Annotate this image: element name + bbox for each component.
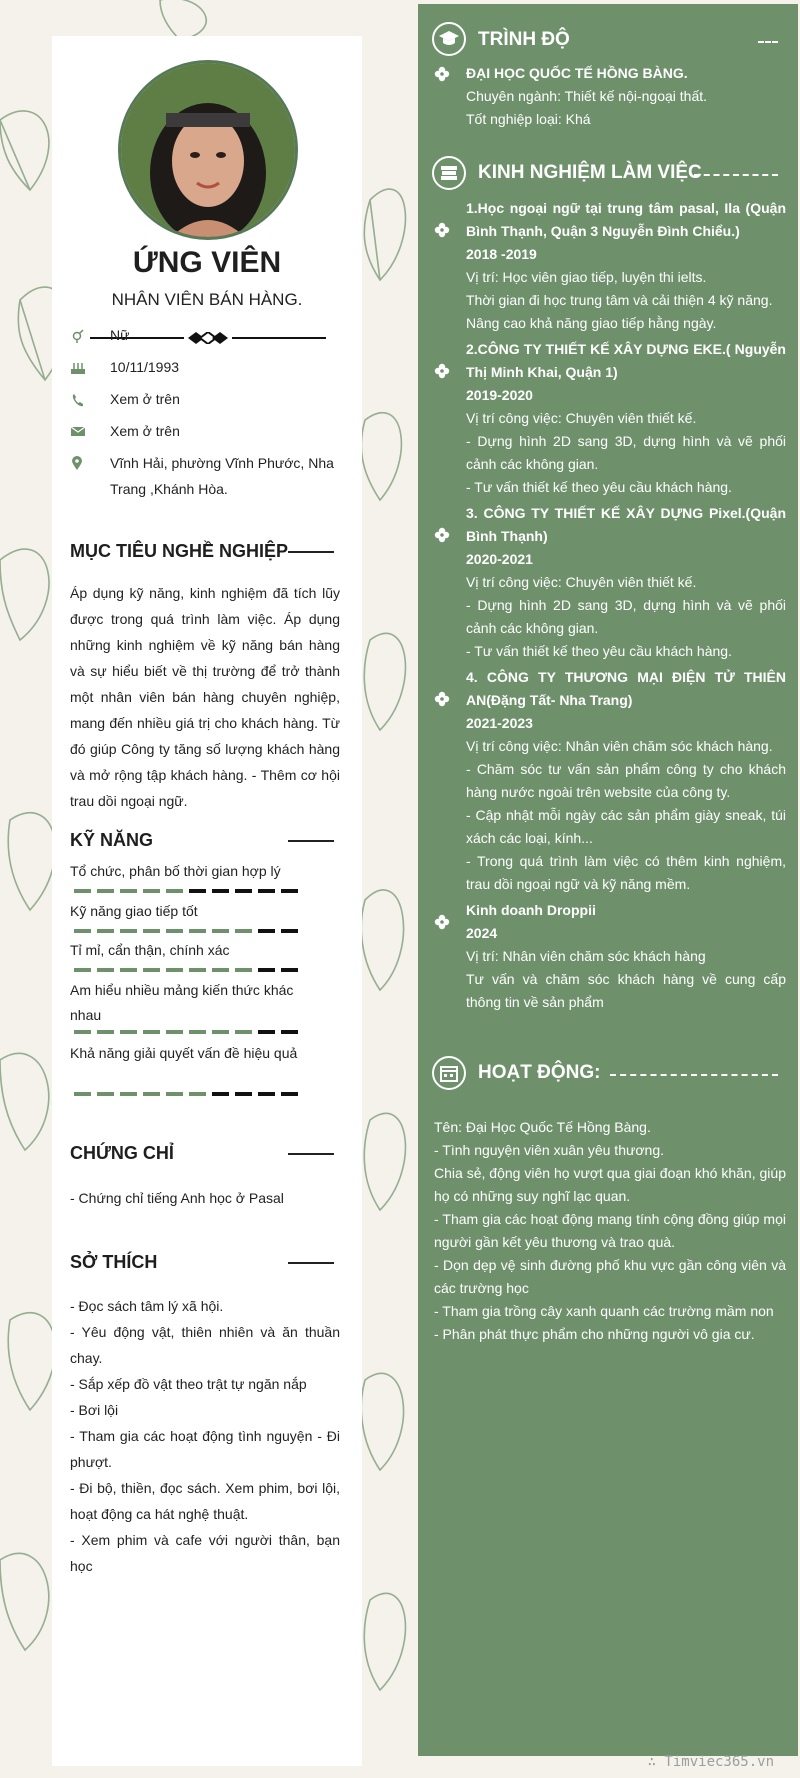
activity-item: - Phân phát thực phẩm cho những người vô gia cư. bbox=[434, 1326, 755, 1342]
skill-segment-filled bbox=[212, 1030, 229, 1034]
job-detail: - Trong quá trình làm việc có thêm kinh nghiệm, trau dồi ngoại ngữ và kỹ năng mềm. bbox=[466, 853, 786, 892]
info-gender bbox=[70, 322, 340, 348]
job-detail: - Dựng hình 2D sang 3D, dựng hình và vẽ phối cảnh các không gian. bbox=[466, 597, 786, 636]
job-detail: - Cập nhật mỗi ngày các sản phẩm giày sneak, túi xách các loại, kính... bbox=[466, 807, 786, 846]
skill-segment-filled bbox=[74, 1092, 91, 1096]
skill-segment-filled bbox=[97, 1030, 114, 1034]
education-body bbox=[466, 62, 786, 131]
skill-segment-filled bbox=[166, 929, 183, 933]
skill-segment-filled bbox=[74, 1030, 91, 1034]
skill-bar bbox=[74, 1092, 298, 1096]
skill-segment-filled bbox=[189, 1092, 206, 1096]
skill-segment-filled bbox=[74, 929, 91, 933]
school-name: ĐẠI HỌC QUỐC TẾ HỒNG BÀNG. bbox=[466, 65, 688, 81]
skill-segment-filled bbox=[166, 1030, 183, 1034]
job-period: 2024 bbox=[466, 925, 498, 941]
skill-segment-filled bbox=[97, 968, 114, 972]
activity-item: Tên: Đại Học Quốc Tế Hồng Bàng. bbox=[434, 1119, 651, 1135]
skill-segment-filled bbox=[143, 889, 160, 893]
skill-segment-filled bbox=[74, 968, 91, 972]
flower-bullet-icon bbox=[434, 222, 450, 238]
section-rule bbox=[288, 840, 334, 842]
skill-segment-filled bbox=[212, 968, 229, 972]
skill-segment-filled bbox=[166, 1092, 183, 1096]
job-detail: Vị trí: Nhân viên chăm sóc khách hàng bbox=[466, 948, 706, 964]
flower-bullet-icon bbox=[434, 914, 450, 930]
hobbies-title: SỞ THÍCH bbox=[70, 1252, 158, 1272]
job-entry bbox=[466, 502, 786, 663]
activity-item: - Tham gia trồng cây xanh quanh các trường mầm non bbox=[434, 1303, 774, 1319]
hobby-item: - Đi bộ, thiền, đọc sách. Xem phim, bơi lội, hoạt động ca hát nghệ thuật. bbox=[70, 1480, 340, 1522]
job-detail: Nâng cao khả năng giao tiếp hằng ngày. bbox=[466, 315, 717, 331]
hobby-item: - Yêu động vật, thiên nhiên và ăn thuần chay. bbox=[70, 1324, 340, 1366]
hobbies-list bbox=[70, 1293, 340, 1579]
skill-segment-filled bbox=[74, 889, 91, 893]
portrait-image bbox=[121, 63, 295, 237]
hobby-item: - Xem phim và cafe với người thân, bạn học bbox=[70, 1532, 340, 1574]
objective-title: MỤC TIÊU NGHỀ NGHIỆP bbox=[70, 541, 289, 561]
job-period: 2018 -2019 bbox=[466, 246, 537, 262]
skills-title: KỸ NĂNG bbox=[70, 830, 154, 850]
skill-segment-empty bbox=[258, 929, 275, 933]
job-detail: Vị trí công việc: Nhân viên chăm sóc khách hàng. bbox=[466, 738, 773, 754]
skill-segment-filled bbox=[143, 1092, 160, 1096]
info-text: Xem ở trên bbox=[110, 423, 180, 439]
skill-segment-filled bbox=[120, 1030, 137, 1034]
skill-segment-empty bbox=[212, 889, 229, 893]
hobby-item: - Tham gia các hoạt động tình nguyện - Đi phượt. bbox=[70, 1428, 340, 1470]
dashed-rule bbox=[758, 41, 778, 43]
dashed-rule bbox=[610, 1074, 778, 1076]
candidate-role: NHÂN VIÊN BÁN HÀNG. bbox=[111, 290, 303, 309]
job-detail: Vị trí công việc: Chuyên viên thiết kế. bbox=[466, 410, 697, 426]
skill-name: Khả năng giải quyết vấn đề hiệu quả bbox=[70, 1045, 298, 1061]
job-detail: Vị trí công việc: Chuyên viên thiết kế. bbox=[466, 574, 697, 590]
graduation-cap-icon bbox=[432, 22, 466, 56]
skill-segment-filled bbox=[189, 968, 206, 972]
activities-list bbox=[434, 1116, 786, 1346]
job-company: 3. CÔNG TY THIẾT KẾ XÂY DỰNG Pixel.(Quận Bình Thạnh) bbox=[466, 505, 786, 544]
job-company: 4. CÔNG TY THƯƠNG MẠI ĐIỆN TỬ THIÊN AN(Đặng Tất- Nha Trang) bbox=[466, 669, 786, 708]
job-company: 2.CÔNG TY THIẾT KẾ XÂY DỰNG EKE.( Nguyễn Thị Minh Khai, Quận 1) bbox=[466, 341, 786, 380]
watermark: ∴ Timviec365.vn bbox=[647, 1754, 774, 1770]
job-detail: - Chăm sóc tư vấn sản phẩm công ty cho khách hàng nước ngoài trên website của công ty. bbox=[466, 761, 786, 800]
info-birthday bbox=[70, 354, 340, 380]
calendar-icon bbox=[432, 1056, 466, 1090]
skill-segment-filled bbox=[120, 889, 137, 893]
skill-segment-filled bbox=[143, 929, 160, 933]
skill-segment-filled bbox=[235, 1030, 252, 1034]
skill-segment-empty bbox=[258, 1092, 275, 1096]
location-pin-icon bbox=[70, 450, 86, 476]
skill-segment-empty bbox=[281, 929, 298, 933]
activity-item: - Tham gia các hoạt động mang tính cộng đồng giúp mọi người gần kết yêu thương và trao quà. bbox=[434, 1211, 786, 1250]
skill-segment-empty bbox=[189, 889, 206, 893]
skill-segment-empty bbox=[281, 1030, 298, 1034]
skill-segment-empty bbox=[235, 1092, 252, 1096]
education-title: TRÌNH ĐỘ bbox=[478, 29, 570, 50]
skill-segment-filled bbox=[97, 1092, 114, 1096]
info-text: Xem ở trên bbox=[110, 391, 180, 407]
skill-segment-empty bbox=[258, 968, 275, 972]
job-detail: Vị trí: Học viên giao tiếp, luyện thi ielts. bbox=[466, 269, 707, 285]
skill-bar bbox=[74, 968, 298, 972]
skill-segment-filled bbox=[235, 929, 252, 933]
skill-bar bbox=[74, 929, 298, 933]
skill-segment-filled bbox=[212, 929, 229, 933]
skill-segment-filled bbox=[189, 1030, 206, 1034]
activity-item: Chia sẻ, động viên họ vượt qua giai đoạn khó khăn, giúp họ có những suy nghĩ lạc quan. bbox=[434, 1165, 786, 1204]
graduation-grade: Tốt nghiệp loại: Khá bbox=[466, 111, 591, 127]
skill-name: Am hiểu nhiều mảng kiến thức khác nhau bbox=[70, 982, 294, 1023]
skill-name: Kỹ năng giao tiếp tốt bbox=[70, 903, 198, 919]
left-column bbox=[52, 36, 362, 1766]
skill-bar bbox=[74, 1030, 298, 1034]
skill-segment-filled bbox=[166, 968, 183, 972]
flower-bullet-icon bbox=[434, 527, 450, 543]
skill-segment-filled bbox=[97, 929, 114, 933]
job-detail: Tư vấn và chăm sóc khách hàng về cung cấp thông tin về sản phẩm bbox=[466, 971, 786, 1010]
birthday-cake-icon bbox=[70, 354, 86, 380]
skill-segment-empty bbox=[281, 889, 298, 893]
section-rule bbox=[288, 1153, 334, 1155]
mail-icon bbox=[70, 418, 86, 444]
flower-bullet-icon bbox=[434, 66, 450, 82]
skill-segment-empty bbox=[235, 889, 252, 893]
job-company: Kinh doanh Droppii bbox=[466, 902, 596, 918]
skill-segment-filled bbox=[189, 929, 206, 933]
info-phone bbox=[70, 386, 340, 412]
books-icon bbox=[432, 156, 466, 190]
info-address bbox=[70, 450, 340, 502]
job-entry bbox=[466, 338, 786, 499]
certificates-title: CHỨNG CHỈ bbox=[70, 1143, 174, 1163]
info-text: 10/11/1993 bbox=[110, 359, 180, 375]
skill-segment-filled bbox=[143, 968, 160, 972]
hobby-item: - Sắp xếp đồ vật theo trật tự ngăn nắp bbox=[70, 1376, 307, 1392]
skill-name: Tổ chức, phân bố thời gian hợp lý bbox=[70, 863, 281, 879]
experience-title: KINH NGHIỆM LÀM VIỆC bbox=[478, 162, 702, 183]
right-column bbox=[418, 4, 798, 1756]
job-detail: - Tư vấn thiết kế theo yêu cầu khách hàng. bbox=[466, 479, 732, 495]
job-detail: - Tư vấn thiết kế theo yêu cầu khách hàng. bbox=[466, 643, 732, 659]
section-rule bbox=[288, 551, 334, 553]
dashed-rule bbox=[694, 174, 778, 176]
skill-segment-filled bbox=[97, 889, 114, 893]
job-detail: Thời gian đi học trung tâm và cải thiện 4 kỹ năng. bbox=[466, 292, 773, 308]
activities-title: HOẠT ĐỘNG: bbox=[478, 1062, 601, 1083]
phone-icon bbox=[70, 386, 86, 412]
info-text: Vĩnh Hải, phường Vĩnh Phước, Nha Trang ,Khánh Hòa. bbox=[110, 455, 334, 497]
job-entry bbox=[466, 197, 786, 335]
skill-segment-filled bbox=[120, 1092, 137, 1096]
skill-segment-filled bbox=[143, 1030, 160, 1034]
info-text: Nữ bbox=[110, 327, 130, 343]
job-entry bbox=[466, 899, 786, 1014]
job-period: 2021-2023 bbox=[466, 715, 533, 731]
candidate-name: ỨNG VIÊN bbox=[132, 246, 282, 279]
avatar bbox=[118, 60, 298, 240]
skill-segment-filled bbox=[235, 968, 252, 972]
job-period: 2019-2020 bbox=[466, 387, 533, 403]
skill-segment-empty bbox=[281, 968, 298, 972]
skill-segment-empty bbox=[258, 1030, 275, 1034]
certificates-text: - Chứng chỉ tiếng Anh học ở Pasal bbox=[70, 1190, 284, 1206]
job-detail: - Dựng hình 2D sang 3D, dựng hình và vẽ phối cảnh các không gian. bbox=[466, 433, 786, 472]
gender-icon bbox=[70, 322, 86, 348]
skill-name: Tỉ mỉ, cẩn thận, chính xác bbox=[70, 942, 230, 958]
hobby-item: - Đọc sách tâm lý xã hội. bbox=[70, 1298, 224, 1314]
job-company: 1.Học ngoại ngữ tại trung tâm pasal, Ila (Quận Bình Thạnh, Quận 3 Nguyễn Đình Chiểu.) bbox=[466, 200, 786, 239]
flower-bullet-icon bbox=[434, 363, 450, 379]
skill-segment-empty bbox=[281, 1092, 298, 1096]
activity-item: - Dọn dẹp vệ sinh đường phố khu vực gần công viên và các trường học bbox=[434, 1257, 786, 1296]
flower-bullet-icon bbox=[434, 691, 450, 707]
skill-bar bbox=[74, 889, 298, 893]
section-rule bbox=[288, 1262, 334, 1264]
objective-text: Áp dụng kỹ năng, kinh nghiệm đã tích lũy được trong quá trình làm việc. Áp dụng những kinh nghiệm về kỹ năng bán hàng và sự hiểu biết về thị trường để trở thành một nhân viên bán hàng chuyên nghiệp, mang đến nhiều giá trị cho khách hàng. Từ đó giúp Công ty tăng số lượng khách hàng và mở rộng tập khách hàng. - Thêm cơ hội trau dồi ngoại ngữ. bbox=[70, 585, 340, 809]
hobby-item: - Bơi lội bbox=[70, 1402, 119, 1418]
skill-segment-filled bbox=[120, 929, 137, 933]
info-email bbox=[70, 418, 340, 444]
skill-segment-empty bbox=[258, 889, 275, 893]
activity-item: - Tình nguyện viên xuân yêu thương. bbox=[434, 1142, 664, 1158]
job-entry bbox=[466, 666, 786, 896]
major: Chuyên ngành: Thiết kế nội-ngoại thất. bbox=[466, 88, 708, 104]
skill-segment-empty bbox=[212, 1092, 229, 1096]
skill-segment-filled bbox=[120, 968, 137, 972]
job-period: 2020-2021 bbox=[466, 551, 533, 567]
skill-segment-filled bbox=[166, 889, 183, 893]
